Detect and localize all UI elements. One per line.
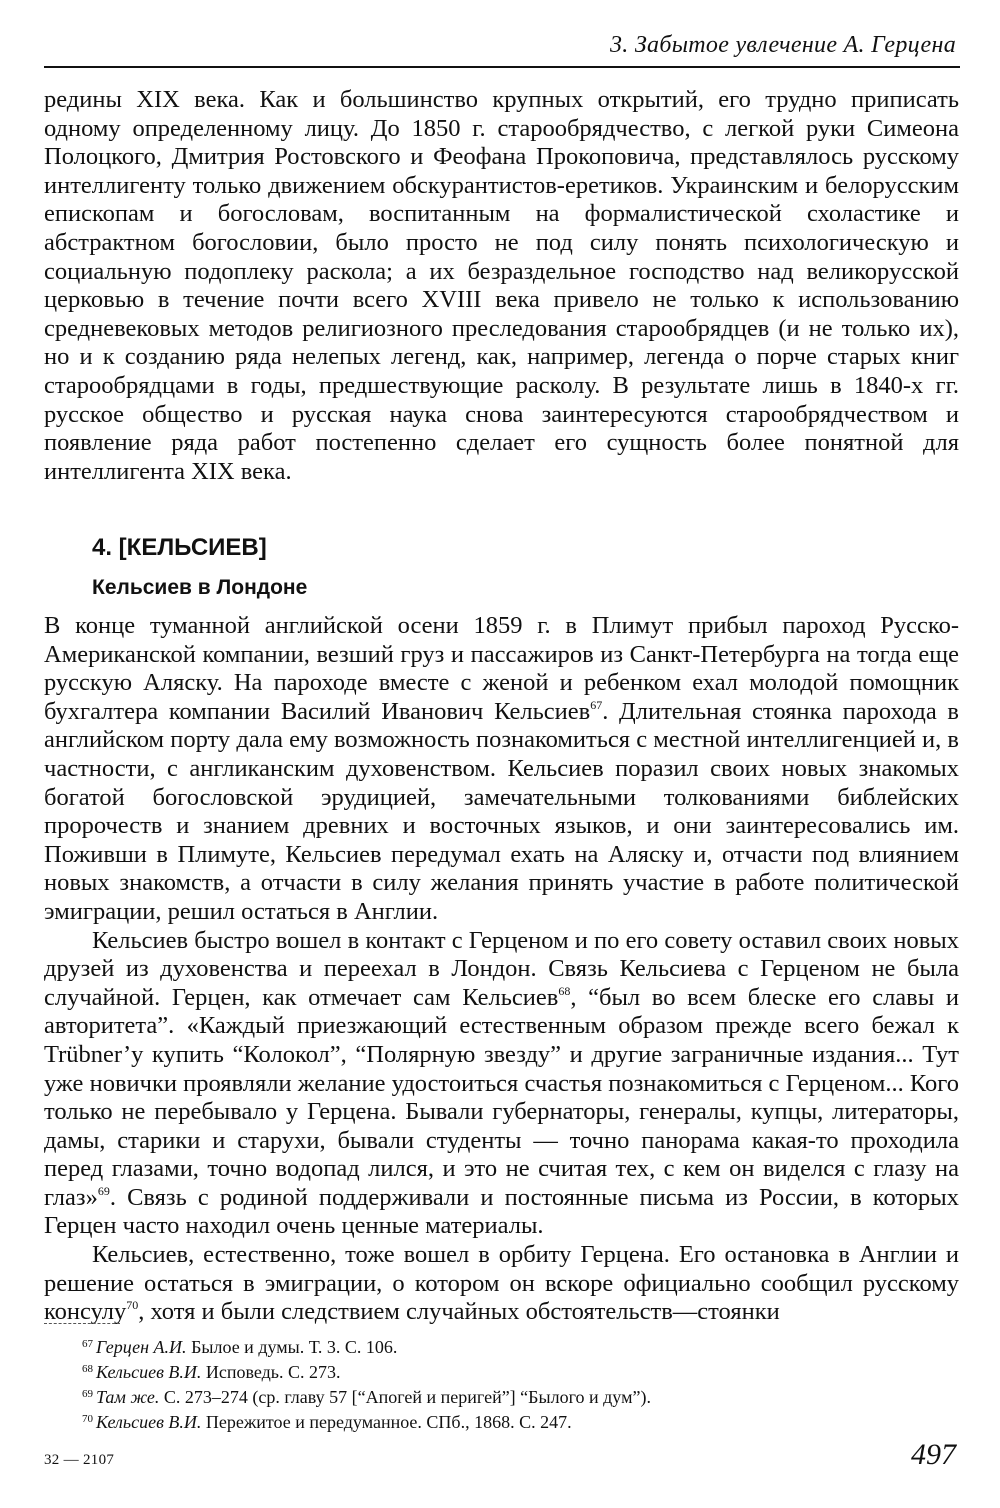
footnote-69 [82,1383,952,1408]
footnote-number: 69 [82,1388,93,1400]
paragraph-2-text-a: Кельсиев быстро вошел в контакт с Герценом и по его совету оставил своих новых друзей из духовенства и переехал в Лондон. Связь Кельсиева с Герценом не была случайной. Герцен, как отмечает сам Кельсиев [44,926,959,1011]
footnote-text: Былое и думы. Т. 3. С. 106. [186,1337,398,1357]
footnote-author: Кельсиев В.И. [96,1412,202,1432]
footnote-68 [82,1358,952,1383]
running-head: 3. Забытое увлечение А. Герцена [609,32,956,58]
footnote-rule [44,1323,120,1324]
footnote-author: Герцен А.И. [96,1337,187,1357]
footnote-number: 67 [82,1338,93,1350]
paragraph-text: редины XIX века. Как и большинство крупных открытий, его трудно приписать одному определенному лицу. До 1850 г. старообрядчество, с легкой руки Симеона Полоцкого, Дмитрия Ростовского и Феофана Прокоповича, представлялось русскому интеллигенту только движением обскурантистов-еретиков. Украинским и белорусским епископам и богословам, воспитанным на формалистической схоластике и абстрактном богословии, было просто не под силу понять психологическую и социальную подоплеку раскола; а их безраздельное господство над великорусской церковью в течение почти всего XVIII века привело не только к использованию средневековых методов религиозного преследования старообрядцев (и не только их), но и к созданию ряда нелепых легенд, как, например, легенда о порче старых книг старообрядцами в годы, предшествующие расколу. В результате лишь в 1840-х гг. русское общество и русская наука снова заинтересуются старообрядчеством и появление ряда работ постепенно сделает его сущность более понятной для интеллигента XIX века. [44,86,959,485]
footnote-author: Там же. [96,1387,160,1407]
paragraph-3-text-a: Кельсиев, естественно, тоже вошел в орбиту Герцена. Его остановка в Англии и решение остаться в эмиграции, о котором он вскоре официально сообщил русскому консулу [44,1241,959,1326]
paragraph-1-text-b: . Длительная стоянка парохода в английском порту дала ему возможность познакомиться с местной интеллигенцией и, в частности, с англиканским духовенством. Кельсиев поразил своих новых знакомых богатой богословской эрудицией, замечательными толкованиями библейских пророчеств и знанием древних и восточных языков, и они заинтересовались им. Поживши в Плимуте, Кельсиев передумал ехать на Аляску и, отчасти под влиянием новых знакомств, а отчасти в силу желания принять участие в работе политической эмиграции, решил остаться в Англии. [44,697,959,925]
continuation-paragraph [44,86,959,486]
paragraph-1 [44,612,959,927]
paragraph-1-text-a: В конце туманной английской осени 1859 г. в Плимут прибыл пароход Русско-Американской компании, везший груз и пассажиров из Санкт-Петербурга на тогда еще русскую Аляску. На пароходе вместе с женой и ребенком ехал молодой помощник бухгалтера компании Василий Иванович Кельсиев [44,612,959,725]
footnote-ref-70[interactable]: 70 [126,1298,139,1313]
footnote-text: С. 273–274 (ср. главу 57 [“Апогей и перигей”] “Былого и дум”). [159,1387,651,1407]
footnote-text: Исповедь. С. 273. [201,1362,341,1382]
paragraph-3 [44,1241,959,1327]
footnote-number: 70 [82,1413,93,1425]
footnote-67 [82,1333,952,1358]
paragraph-2 [44,927,959,1242]
printer-signature: 32 — 2107 [44,1452,115,1468]
paragraph-2-text-b: , “был во всем блеске его славы и авторитета”. «Каждый приезжающий естественным образом прежде всего бежал к Trübner’у купить “Колокол”, “Полярную звезду” и другие заграничные издания... Тут уже новички проявляли желание удостоиться счастья познакомиться с Герценом... Кого только не перебывало у Герцена. Бывали губернаторы, генералы, купцы, литераторы, дамы, старики и старухи, бывали студенты — точно панорама какая-то проходила перед глазами, точно водопад лился, и это не считая тех, с кем он виделся с глазу на глаз» [44,983,959,1211]
footnote-70 [82,1408,952,1433]
paragraph-2-text-c: . Связь с родиной поддерживали и постоянные письма из России, в которых Герцен часто находил очень ценные материалы. [44,1183,959,1240]
footnote-ref-69[interactable]: 69 [97,1183,110,1198]
footnote-text: Пережитое и передуманное. СПб., 1868. С. 247. [201,1412,572,1432]
section-subheading: Кельсиев в Лондоне [92,576,308,599]
footnote-author: Кельсиев В.И. [96,1362,202,1382]
section-heading: 4. [КЕЛЬСИЕВ] [92,534,267,561]
paragraph-3-text-b: , хотя и были следствием случайных обстоятельств—стоянки [138,1298,780,1326]
header-rule [44,66,960,68]
footnote-ref-68[interactable]: 68 [558,983,571,998]
section-body [44,612,959,1327]
footnote-ref-67[interactable]: 67 [590,697,603,712]
page-number: 497 [911,1438,956,1471]
footnote-number: 68 [82,1363,93,1375]
footnotes [82,1333,952,1433]
